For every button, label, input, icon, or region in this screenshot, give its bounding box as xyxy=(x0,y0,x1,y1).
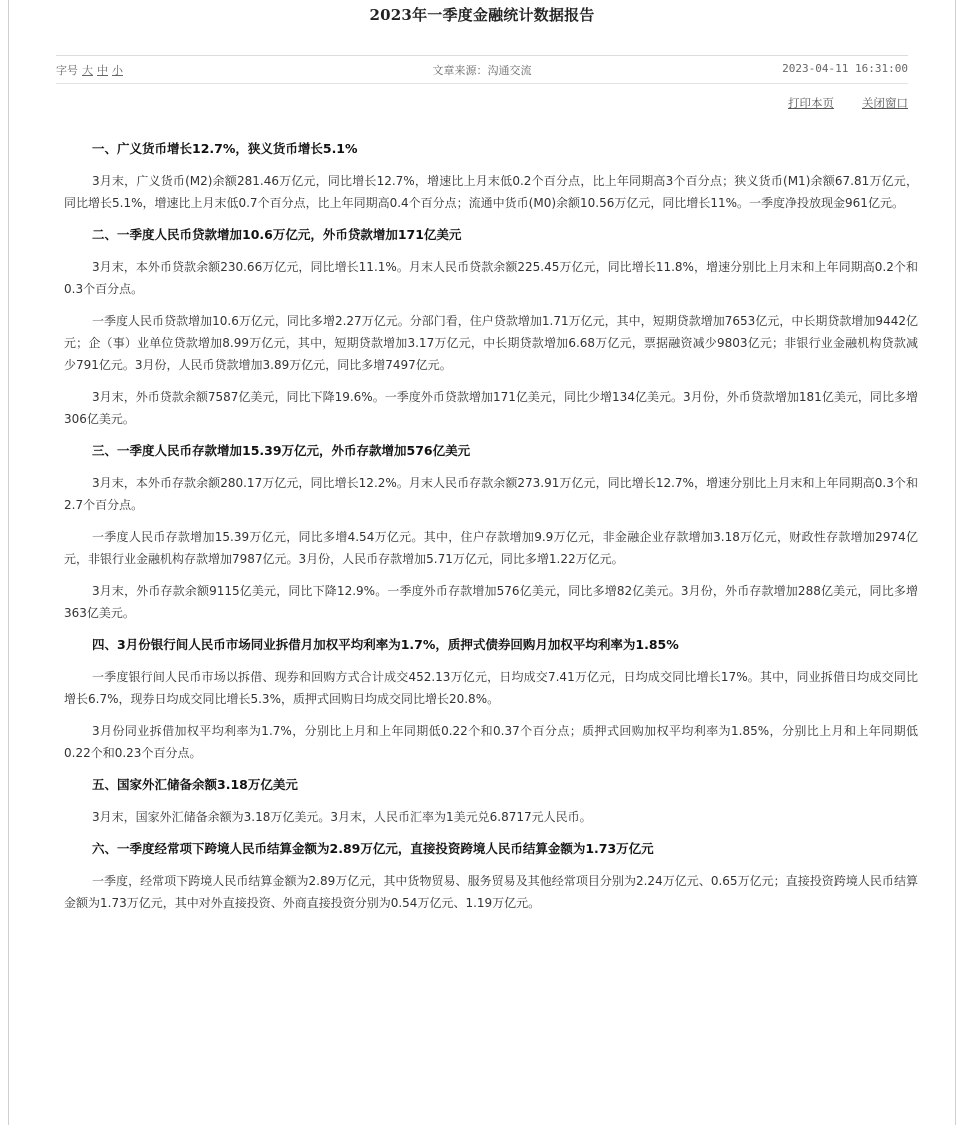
paragraph: 3月末，外币存款余额9115亿美元，同比下降12.9%。一季度外币存款增加576亿美元，同比多增82亿美元。3月份，外币存款增加288亿美元，同比多增363亿美元。 xyxy=(64,584,918,620)
section-heading: 四、3月份银行间人民币市场同业拆借月加权平均利率为1.7%，质押式债券回购月加权平均利率为1.85% xyxy=(92,637,679,652)
section-heading: 六、一季度经常项下跨境人民币结算金额为2.89万亿元，直接投资跨境人民币结算金额为1.73万亿元 xyxy=(92,841,654,856)
paragraph: 3月末，国家外汇储备余额为3.18万亿美元。3月末，人民币汇率为1美元兑6.8717元人民币。 xyxy=(92,810,592,824)
font-size-small-link[interactable]: 小 xyxy=(112,64,123,77)
section-heading: 五、国家外汇储备余额3.18万亿美元 xyxy=(92,777,298,792)
article-source: 文章来源：沟通交流 xyxy=(432,64,532,77)
font-size-label: 字号 xyxy=(56,64,78,77)
font-size-medium-link[interactable]: 中 xyxy=(97,64,108,77)
section-heading: 二、一季度人民币贷款增加10.6万亿元，外币贷款增加171亿美元 xyxy=(92,227,462,242)
paragraph: 一季度，经常项下跨境人民币结算金额为2.89万亿元，其中货物贸易、服务贸易及其他经常项目分别为2.24万亿元、0.65万亿元；直接投资跨境人民币结算金额为1.73万亿元，其中对外直接投资、外商直接投资分别为0.54万亿元、1.19万亿元。 xyxy=(64,874,918,910)
paragraph: 3月份同业拆借加权平均利率为1.7%，分别比上月和上年同期低0.22个和0.37个百分点；质押式回购加权平均利率为1.85%，分别比上月和上年同期低0.22个和0.23个百分点。 xyxy=(64,724,918,760)
paragraph: 一季度人民币存款增加15.39万亿元，同比多增4.54万亿元。其中，住户存款增加9.9万亿元，非金融企业存款增加3.18万亿元，财政性存款增加2974亿元，非银行业金融机构存款增加7987亿元。3月份，人民币存款增加5.71万亿元，同比多增1.22万亿元。 xyxy=(64,530,918,566)
paragraph: 3月末，本外币贷款余额230.66万亿元，同比增长11.1%。月末人民币贷款余额225.45万亿元，同比增长11.8%，增速分别比上月末和上年同期高0.2个和0.3个百分点。 xyxy=(64,260,918,296)
article-actions xyxy=(760,95,908,111)
paragraph: 3月末，广义货币(M2)余额281.46万亿元，同比增长12.7%，增速比上月末低0.2个百分点，比上年同期高3个百分点；狭义货币(M1)余额67.81万亿元，同比增长5.1%，增速比上月末低0.7个百分点，比上年同期高0.4个百分点；流通中货币(M0)余额10.56万亿元，同比增长11%。一季度净投放现金961亿元。 xyxy=(64,174,918,210)
article-date: 2023-04-11 16:31:00 xyxy=(782,62,908,75)
paragraph: 一季度人民币贷款增加10.6万亿元，同比多增2.27万亿元。分部门看，住户贷款增加1.71万亿元，其中，短期贷款增加7653亿元，中长期贷款增加9442亿元；企（事）业单位贷款增加8.99万亿元，其中，短期贷款增加3.17万亿元，中长期贷款增加6.68万亿元，票据融资减少9803亿元；非银行业金融机构贷款减少791亿元。3月份，人民币贷款增加3.89万亿元，同比多增7497亿元。 xyxy=(64,314,918,372)
font-size-large-link[interactable]: 大 xyxy=(82,64,93,77)
article-page xyxy=(8,0,956,1125)
meta-divider xyxy=(56,83,908,84)
section-heading: 一、广义货币增长12.7%，狭义货币增长5.1% xyxy=(92,141,358,156)
section-heading: 三、一季度人民币存款增加15.39万亿元，外币存款增加576亿美元 xyxy=(92,443,471,458)
article-body xyxy=(64,128,918,924)
print-page-link[interactable]: 打印本页 xyxy=(788,96,834,110)
article-meta xyxy=(56,62,908,78)
article-title: 2023年一季度金融统计数据报告 xyxy=(369,6,595,24)
title-divider xyxy=(56,55,908,56)
paragraph: 一季度银行间人民币市场以拆借、现券和回购方式合计成交452.13万亿元，日均成交7.41万亿元，日均成交同比增长17%。其中，同业拆借日均成交同比增长6.7%，现券日均成交同比增长5.3%，质押式回购日均成交同比增长20.8%。 xyxy=(64,670,918,706)
paragraph: 3月末，外币贷款余额7587亿美元，同比下降19.6%。一季度外币贷款增加171亿美元，同比少增134亿美元。3月份，外币贷款增加181亿美元，同比多增306亿美元。 xyxy=(64,390,918,426)
paragraph: 3月末，本外币存款余额280.17万亿元，同比增长12.2%。月末人民币存款余额273.91万亿元，同比增长12.7%，增速分别比上月末和上年同期高0.3个和2.7个百分点。 xyxy=(64,476,918,512)
close-window-link[interactable]: 关闭窗口 xyxy=(862,96,908,110)
